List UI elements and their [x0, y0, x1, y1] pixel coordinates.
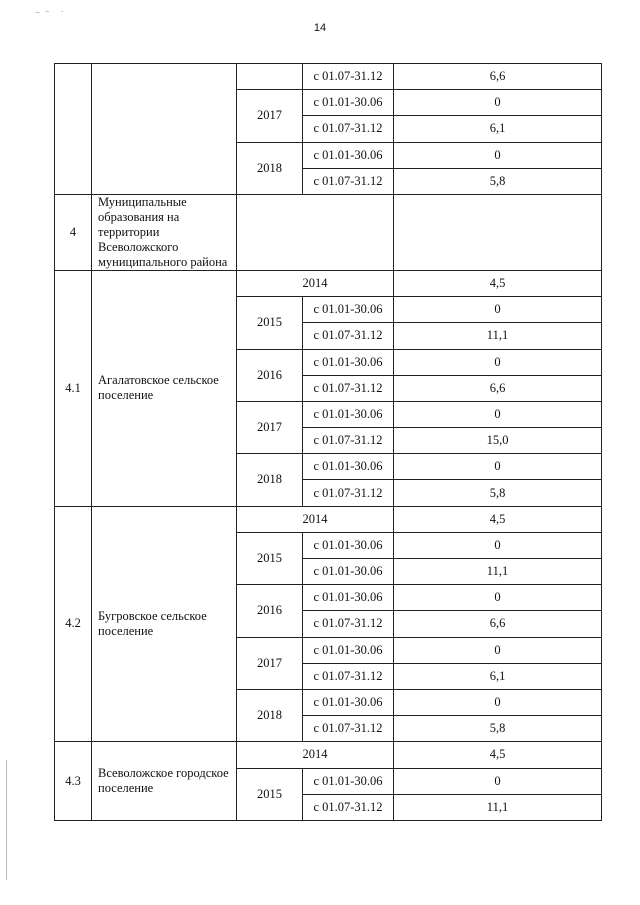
value-cell: 11,1: [394, 794, 602, 820]
period-cell: с 01.07-31.12: [303, 64, 394, 90]
period-cell: с 01.07-31.12: [303, 168, 394, 194]
value-cell: 0: [394, 768, 602, 794]
value-cell: 0: [394, 689, 602, 715]
value-cell: 0: [394, 532, 602, 558]
year-cell: 2016: [237, 349, 303, 401]
value-cell: 5,8: [394, 480, 602, 506]
period-cell: с 01.07-31.12: [303, 611, 394, 637]
table-row: [55, 64, 602, 90]
value-cell: 0: [394, 637, 602, 663]
year-cell: 2017: [237, 90, 303, 142]
value-cell: 6,6: [394, 64, 602, 90]
row-number: 4.1: [55, 270, 92, 506]
period-cell: с 01.07-31.12: [303, 794, 394, 820]
value-cell: 4,5: [394, 742, 602, 768]
tariff-table: [54, 63, 602, 821]
year-cell: 2016: [237, 585, 303, 637]
value-cell: 5,8: [394, 716, 602, 742]
value-cell: 6,1: [394, 116, 602, 142]
value-cell: 11,1: [394, 559, 602, 585]
year-cell: 2018: [237, 142, 303, 194]
municipality-name: Всеволожское городское поселение: [92, 742, 237, 821]
value-cell: 5,8: [394, 168, 602, 194]
year-cell: 2017: [237, 637, 303, 689]
row-number: 4.2: [55, 506, 92, 742]
empty-cell: [394, 194, 602, 270]
value-cell: 4,5: [394, 270, 602, 296]
empty-cell: [237, 194, 394, 270]
value-cell: 11,1: [394, 323, 602, 349]
period-cell: с 01.07-31.12: [303, 663, 394, 689]
year-cell: 2018: [237, 689, 303, 741]
year-cell: 2014: [237, 742, 394, 768]
value-cell: 6,1: [394, 663, 602, 689]
municipality-name: [92, 64, 237, 195]
table-row: [55, 742, 602, 768]
period-cell: с 01.01-30.06: [303, 637, 394, 663]
row-number: [55, 64, 92, 195]
municipality-name: Муниципальные образования на территории Всеволожского муниципального района: [92, 194, 237, 270]
year-cell: 2015: [237, 768, 303, 820]
period-cell: с 01.07-31.12: [303, 428, 394, 454]
year-cell: 2018: [237, 454, 303, 506]
scan-marks: – ̶ ·: [36, 8, 70, 16]
table-row: [55, 506, 602, 532]
value-cell: 6,6: [394, 611, 602, 637]
period-cell: с 01.01-30.06: [303, 689, 394, 715]
scan-artifact-line: [6, 760, 7, 880]
year-cell: 2014: [237, 506, 394, 532]
value-cell: 0: [394, 401, 602, 427]
year-cell: 2015: [237, 297, 303, 349]
value-cell: 0: [394, 90, 602, 116]
row-number: 4.3: [55, 742, 92, 821]
municipality-name: Бугровское сельское поселение: [92, 506, 237, 742]
period-cell: с 01.01-30.06: [303, 585, 394, 611]
year-cell: 2014: [237, 270, 394, 296]
period-cell: с 01.07-31.12: [303, 323, 394, 349]
period-cell: с 01.01-30.06: [303, 532, 394, 558]
period-cell: с 01.01-30.06: [303, 454, 394, 480]
year-cell: 2015: [237, 532, 303, 584]
row-number: 4: [55, 194, 92, 270]
value-cell: 0: [394, 585, 602, 611]
period-cell: с 01.01-30.06: [303, 401, 394, 427]
value-cell: 0: [394, 349, 602, 375]
value-cell: 0: [394, 297, 602, 323]
table-row: [55, 270, 602, 296]
municipality-name: Агалатовское сельское поселение: [92, 270, 237, 506]
period-cell: с 01.01-30.06: [303, 559, 394, 585]
period-cell: с 01.01-30.06: [303, 297, 394, 323]
period-cell: с 01.07-31.12: [303, 716, 394, 742]
year-cell: [237, 64, 303, 90]
period-cell: с 01.07-31.12: [303, 375, 394, 401]
period-cell: с 01.07-31.12: [303, 480, 394, 506]
table-row: [55, 194, 602, 270]
value-cell: 0: [394, 142, 602, 168]
period-cell: с 01.01-30.06: [303, 142, 394, 168]
page-number: 14: [313, 22, 327, 34]
year-cell: 2017: [237, 401, 303, 453]
period-cell: с 01.01-30.06: [303, 768, 394, 794]
period-cell: с 01.07-31.12: [303, 116, 394, 142]
value-cell: 15,0: [394, 428, 602, 454]
value-cell: 6,6: [394, 375, 602, 401]
period-cell: с 01.01-30.06: [303, 90, 394, 116]
period-cell: с 01.01-30.06: [303, 349, 394, 375]
value-cell: 0: [394, 454, 602, 480]
value-cell: 4,5: [394, 506, 602, 532]
